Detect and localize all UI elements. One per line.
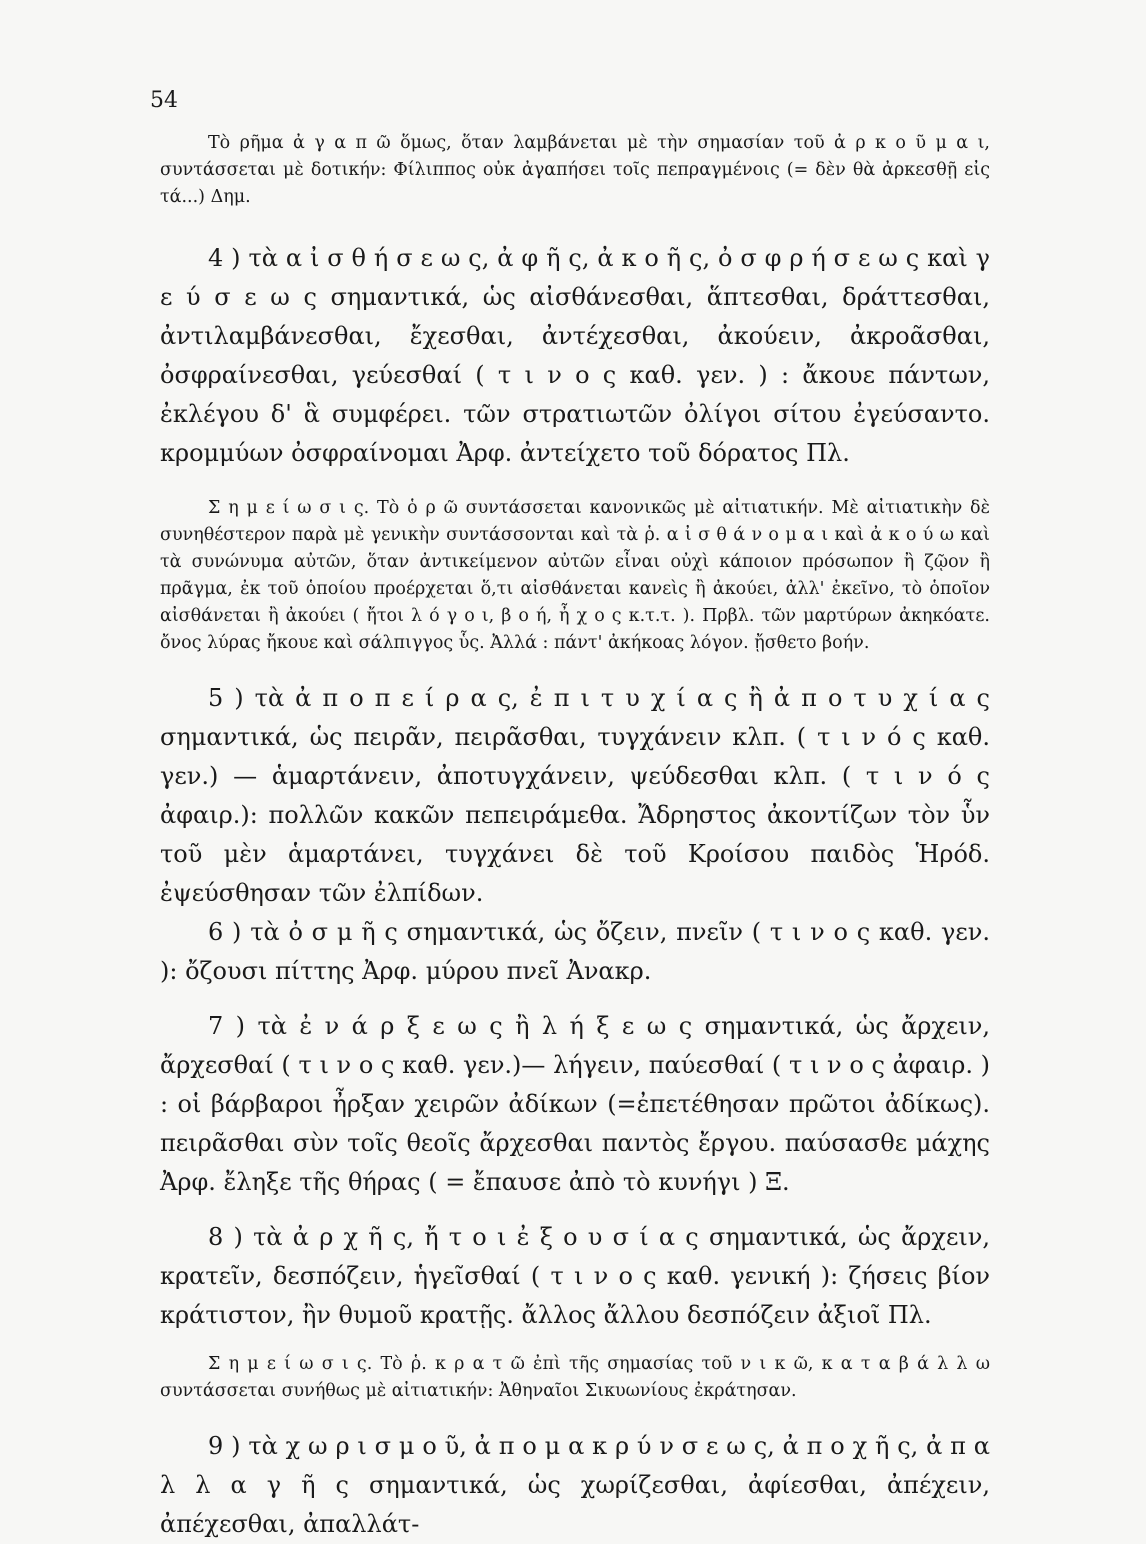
paragraph-agapo-note: Τὸ ρῆμα ἀ γ α π ῶ ὅμως, ὅταν λαμβάνεται μὲ τὴν σημασίαν τοῦ ἀ ρ κ ο ῦ μ α ι, συντάσσεται μὲ δοτικήν: Φίλιππος οὐκ ἀγαπήσει τοῖς πεπραγμένοις (= δὲν θὰ ἀρκεσθῇ εἰς τά...) Δημ. (160, 133, 990, 207)
paragraph-7-beginning: 7 ) τὰ ἐ ν ά ρ ξ ε ω ς ἢ λ ή ξ ε ω ς σημαντικά, ὡς ἄρχειν, ἄρχεσθαί ( τ ι ν ο ς καθ. γεν.)— λήγειν, παύεσθαί ( τ ι ν ο ς ἀφαιρ. ) : οἱ βάρβαροι ἦρξαν χειρῶν ἀδίκων (=ἐπετέθησαν πρῶτοι ἀδίκως). πειρᾶσθαι σὺν τοῖς θεοῖς ἄρχεσθαι παντὸς ἔργου. παύσασθε μάχης Ἀρφ. ἔληξε τῆς θήρας ( = ἔπαυσε ἀπὸ τὸ κυνήγι ) Ξ. (160, 1012, 990, 1196)
page-number: 54 (150, 88, 178, 113)
page-body (160, 130, 990, 1544)
paragraph-6-smell: 6 ) τὰ ὀ σ μ ῆ ς σημαντικά, ὡς ὄζειν, πνεῖν ( τ ι ν ο ς καθ. γεν. ): ὄζουσι πίττης Ἀρφ. μύρου πνεῖ Ἀνακρ. (160, 918, 990, 985)
paragraph-5-attempt: 5 ) τὰ ἀ π ο π ε ί ρ α ς, ἐ π ι τ υ χ ί α ς ἢ ἀ π ο τ υ χ ί α ς σημαντικά, ὡς πειρᾶν, πειρᾶσθαι, τυγχάνειν κλπ. ( τ ι ν ό ς καθ. γεν.) — ἁμαρτάνειν, ἀποτυγχάνειν, ψεύδεσθαι κλπ. ( τ ι ν ό ς ἀφαιρ.): πολλῶν κακῶν πεπειράμεθα. Ἄδρηστος ἀκοντίζων τὸν ὗν τοῦ μὲν ἁμαρτάνει, τυγχάνει δὲ τοῦ Κροίσου παιδὸς Ἡρόδ. ἐψεύσθησαν τῶν ἐλπίδων. (160, 684, 990, 907)
paragraph-9-separation: 9 ) τὰ χ ω ρ ι σ μ ο ῦ, ἀ π ο μ α κ ρ ύ ν σ ε ω ς, ἀ π ο χ ῆ ς, ἀ π α λ λ α γ ῆ ς σημαντικά, ὡς χωρίζεσθαι, ἀφίεσθαι, ἀπέχειν, ἀπέχεσθαι, ἀπαλλάτ- (160, 1432, 990, 1538)
paragraph-4-senses: 4 ) τὰ α ἰ σ θ ή σ ε ω ς, ἀ φ ῆ ς, ἀ κ ο ῆ ς, ὀ σ φ ρ ή σ ε ω ς καὶ γ ε ύ σ ε ω ς σημαντικά, ὡς αἰσθάνεσθαι, ἅπτεσθαι, δράττεσθαι, ἀντιλαμβάνεσθαι, ἔχεσθαι, ἀντέχεσθαι, ἀκούειν, ἀκροᾶσθαι, ὀσφραίνεσθαι, γεύεσθαί ( τ ι ν ο ς καθ. γεν. ) : ἄκουε πάντων, ἐκλέγου δ' ἃ συμφέρει. τῶν στρατιωτῶν ὀλίγοι σίτου ἐγεύσαντο. κρομμύων ὀσφραίνομαι Ἀρφ. ἀντείχετο τοῦ δόρατος Πλ. (160, 244, 990, 467)
paragraph-8-rule: 8 ) τὰ ἀ ρ χ ῆ ς, ἤ τ ο ι ἐ ξ ο υ σ ί α ς σημαντικά, ὡς ἄρχειν, κρατεῖν, δεσπόζειν, ἡγεῖσθαί ( τ ι ν ο ς καθ. γενική ): ζήσεις βίον κράτιστον, ἢν θυμοῦ κρατῇς. ἄλλος ἄλλου δεσπόζειν ἀξιοῖ Πλ. (160, 1223, 990, 1329)
paragraph-remark-krato: Σ η μ ε ί ω σ ι ς. Τὸ ῥ. κ ρ α τ ῶ ἐπὶ τῆς σημασίας τοῦ ν ι κ ῶ, κ α τ α β ά λ λ ω συντάσσεται συνήθως μὲ αἰτιατικήν: Ἀθηναῖοι Σικυωνίους ἐκράτησαν. (160, 1354, 990, 1401)
paragraph-remark-horo: Σ η μ ε ί ω σ ι ς. Τὸ ὁ ρ ῶ συντάσσεται κανονικῶς μὲ αἰτιατικήν. Μὲ αἰτιατικὴν δὲ συνηθέστερον παρὰ μὲ γενικὴν συντάσσονται καὶ τὰ ῥ. α ἰ σ θ ά ν ο μ α ι καὶ ἀ κ ο ύ ω καὶ τὰ συνώνυμα αὐτῶν, ὅταν ἀντικείμενον αὐτῶν εἶναι οὐχὶ κάποιον πρόσωπον ἢ ζῷον ἢ πρᾶγμα, ἐκ τοῦ ὁποίου προέρχεται ὅ,τι αἰσθάνεται κανεὶς ἢ ἀκούει, ἀλλ' ἐκεῖνο, τὸ ὁποῖον αἰσθάνεται ἢ ἀκούει ( ἤτοι λ ό γ ο ι, β ο ή, ἦ χ ο ς κ.τ.τ. ). Πρβλ. τῶν μαρτύρων ἀκηκόατε. ὄνος λύρας ἤκουε καὶ σάλπιγγος ὗς. Ἀλλά : πάντ' ἀκήκοας λόγον. ᾔσθετο βοήν. (160, 498, 990, 653)
